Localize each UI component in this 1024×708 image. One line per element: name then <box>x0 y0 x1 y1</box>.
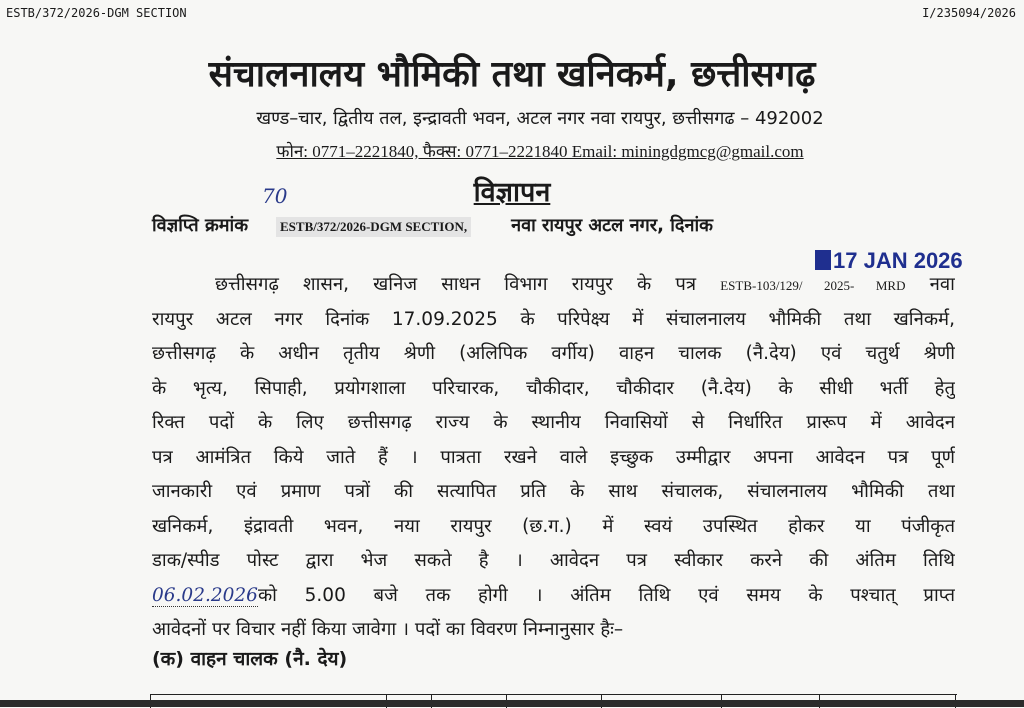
ref-label: विज्ञप्ति क्रमांक <box>152 215 249 236</box>
body-line: खनिकर्म, इंद्रावती भवन, नया रायपुर (छ.ग.) में स्वयं उपस्थित होकर या पंजीकृत <box>152 515 955 537</box>
handwritten-ref-number: 70 <box>262 184 288 208</box>
body-line: छत्तीसगढ़ शासन, खनिज साधन विभाग रायपुर के पत्र ESTB-103/129/ 2025- MRD नवा <box>215 274 955 295</box>
body-line: जानकारी एवं प्रमाण पत्रों की सत्यापित प्रति के साथ संचालक, संचालनालय भौमिकी तथा <box>152 481 955 502</box>
letterhead-address: खण्ड–चार, द्वितीय तल, इन्द्रावती भवन, अटल नगर नवा रायपुर, छत्तीसगढ – 492002 <box>256 108 824 129</box>
reference-line <box>152 213 872 237</box>
last-date-handwritten: 06.02.2026 <box>152 584 258 606</box>
body-line: रिक्त पदों के लिए छत्तीसगढ़ राज्य के स्थानीय निवासियों से निर्धारित प्रारूप में आवेदन <box>152 412 955 433</box>
body-line: रायपुर अटल नगर दिनांक 17.09.2025 के परिपेक्ष्य में संचालनालय भौमिकी तथा खनिकर्म, <box>152 308 955 330</box>
letterhead-title: संचालनालय भौमिकी तथा खनिकर्म, छत्तीसगढ़ <box>208 54 816 95</box>
body-line: छत्तीसगढ़ के अधीन तृतीय श्रेणी (अलिपिक वर्गीय) वाहन चालक (नै.देय) एवं चतुर्थ श्रेणी <box>152 343 955 364</box>
notice-body <box>152 268 955 648</box>
stamp-blot <box>815 250 831 270</box>
viewer-bottom-bar <box>0 700 1024 707</box>
body-line: डाक/स्पीड पोस्ट द्वारा भेज सकते है । आवेदन पत्र स्वीकार करने की अंतिम तिथि <box>152 550 955 571</box>
notice-heading: विज्ञापन <box>473 177 551 208</box>
inward-number: I/235094/2026 <box>922 6 1016 20</box>
header-reference: ESTB/372/2026-DGM SECTION <box>6 6 187 20</box>
body-line: आवेदनों पर विचार नहीं किया जावेगा । पदों का विवरण निम्नानुसार हैः– <box>152 619 624 640</box>
body-line: 06.02.2026को 5.00 बजे तक होगी । अंतिम तिथि एवं समय के पश्चात् प्राप्त <box>152 584 955 606</box>
body-line: पत्र आमंत्रित किये जाते हैं । पात्रता रखने वाले इच्छुक उम्मीद्वार अपना आवेदन पत्र पूर्ण <box>152 446 955 468</box>
stamp-date: 17 JAN 2026 <box>833 248 963 273</box>
letterhead-contact: फोन: 0771–2221840, फैक्स: 0771–2221840 Email: miningdgmcg@gmail.com <box>276 142 804 161</box>
body-line: के भृत्य, सिपाही, प्रयोगशाला परिचारक, चौकीदार, चौकीदार (नै.देय) के सीधी भर्ती हेतु <box>152 377 955 399</box>
section-subheading: (क) वाहन चालक (नै. देय) <box>152 648 348 670</box>
ref-number: ESTB/372/2026-DGM SECTION, <box>276 217 471 237</box>
place-date-label: नवा रायपुर अटल नगर, दिनांक <box>511 215 713 236</box>
